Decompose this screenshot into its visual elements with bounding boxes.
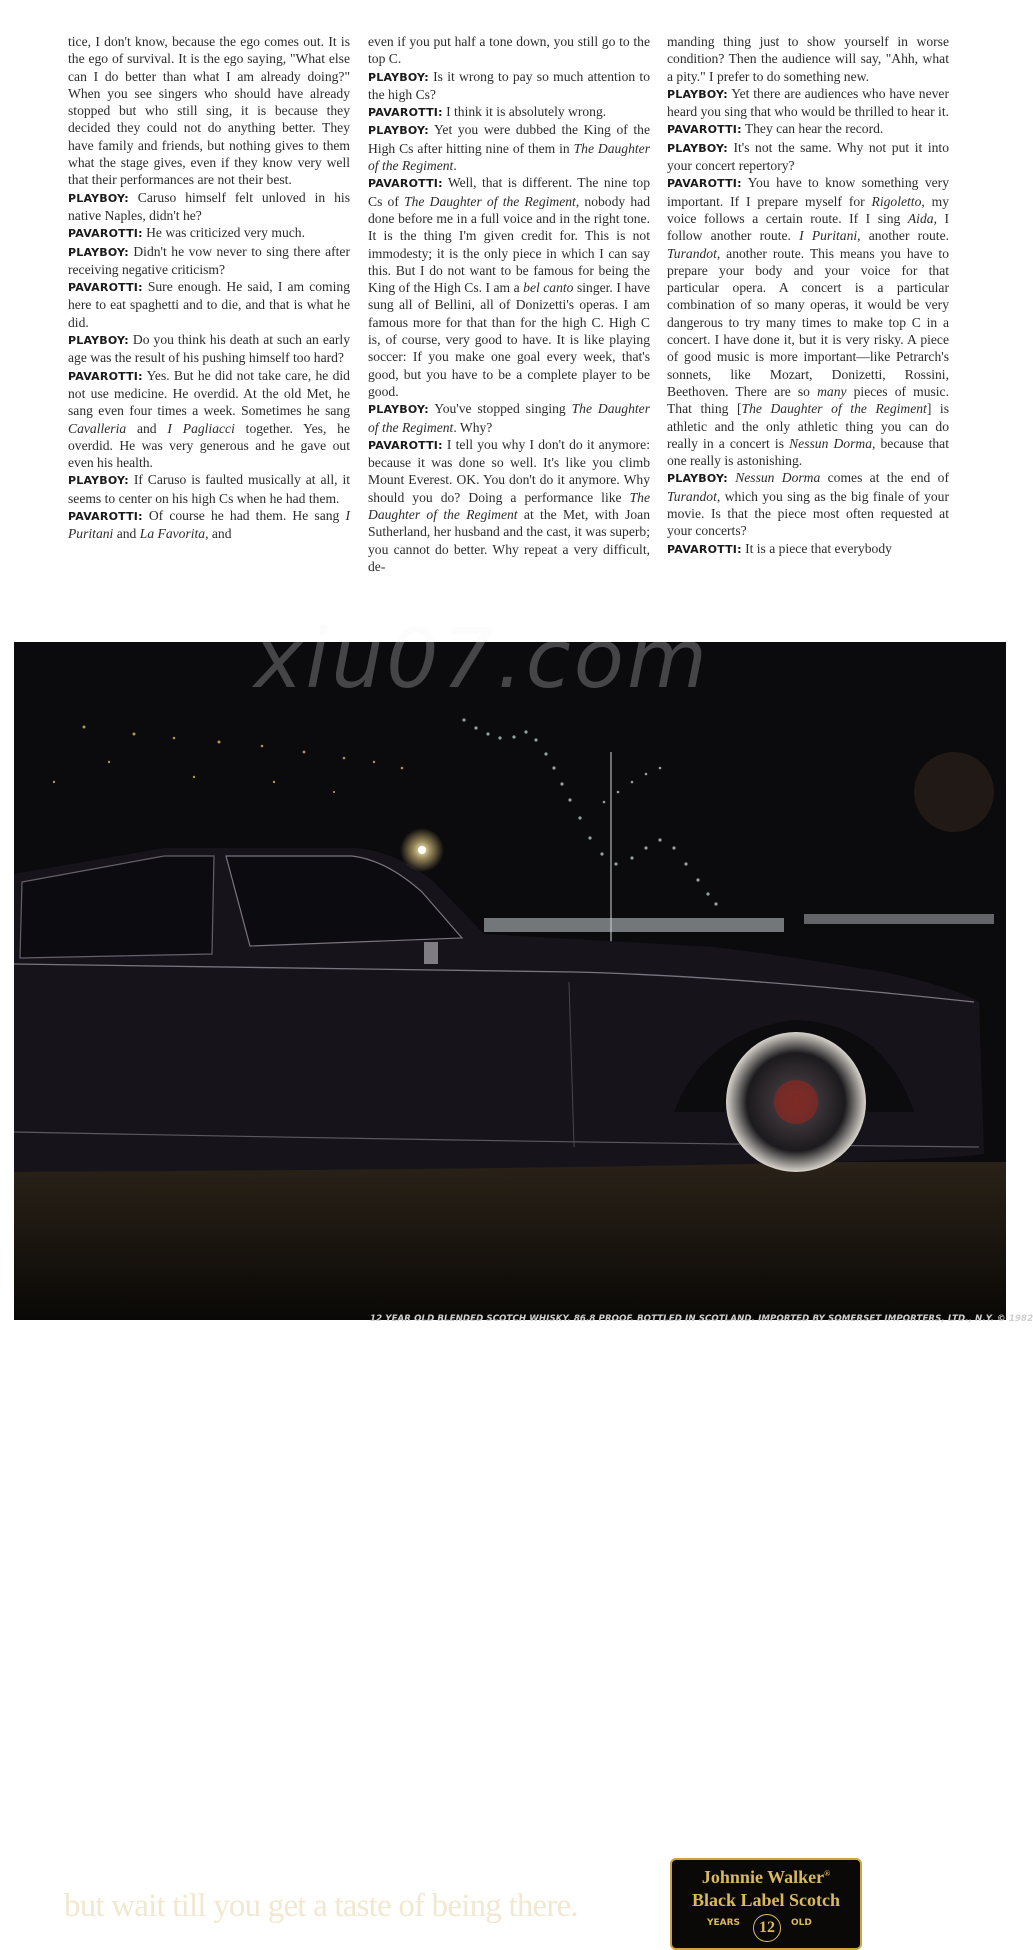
paragraph-text: even if you put half a tone down, you still go to the top C. bbox=[368, 34, 650, 67]
distant-building bbox=[484, 918, 784, 932]
italic-title: The Daughter of the Regiment bbox=[404, 193, 576, 209]
logo-years-label: YEARS bbox=[707, 1918, 741, 1928]
italic-title: The Daughter of the Regiment bbox=[368, 140, 650, 174]
johnnie-walker-advertisement bbox=[14, 642, 1033, 1936]
article-paragraph bbox=[667, 33, 949, 85]
italic-title: The Daughter of the Regiment bbox=[368, 401, 650, 435]
speaker-label: PAVAROTTI: bbox=[667, 123, 742, 137]
speaker-label: PLAYBOY: bbox=[68, 334, 129, 348]
article-paragraph bbox=[667, 469, 949, 539]
speaker-label: PLAYBOY: bbox=[667, 472, 728, 486]
interview-article bbox=[14, 0, 1006, 642]
italic-title: Cavalleria bbox=[68, 420, 127, 436]
article-paragraph bbox=[368, 436, 650, 575]
article-paragraph bbox=[368, 68, 650, 104]
article-paragraph bbox=[368, 400, 650, 436]
answer-text: Caruso himself felt unloved in his native Naples, didn't he? bbox=[68, 189, 350, 223]
article-column-2 bbox=[368, 33, 650, 575]
answer-text: Yes. But he did not take care, he did not use medicine. He overdid. At the old Met, he sang even four times a week. Sometimes he sang bbox=[68, 367, 350, 419]
answer-text: . bbox=[453, 158, 457, 174]
italic-title: Rigoletto bbox=[871, 193, 922, 209]
italic-title: Aida bbox=[907, 210, 934, 226]
answer-text: , another route. This means you have to prepare your body and your voice for that particular opera. A concert is a particular combination of so many operas, it would be very dangerous to try many times to make top C in a concert. I have done it, but it is very risky. A piece of good music is more important—like Petrarch's sonnets, like Mozart, Donizetti, Rossini, Beethoven. There are so bbox=[667, 245, 949, 399]
speaker-label: PAVAROTTI: bbox=[667, 177, 742, 191]
watermark: xiu07.com bbox=[254, 612, 710, 707]
street bbox=[14, 1162, 1006, 1320]
answer-text: , which you sing as the big finale of your movie. Is that the piece most often requested at your concerts? bbox=[667, 488, 949, 539]
article-paragraph bbox=[368, 33, 650, 68]
logo-old-label: OLD bbox=[791, 1918, 812, 1928]
speaker-label: PAVAROTTI: bbox=[368, 438, 443, 452]
answer-text: , and bbox=[205, 526, 232, 542]
logo-age-badge: 12 bbox=[753, 1914, 781, 1942]
answer-text: ] is athletic and the only athletic thing you can do really in a concert is bbox=[667, 401, 949, 451]
article-paragraph bbox=[667, 174, 949, 469]
speaker-label: PLAYBOY: bbox=[68, 191, 129, 205]
article-paragraph bbox=[68, 471, 350, 507]
italic-title: Turandot bbox=[667, 245, 717, 261]
article-column-3 bbox=[667, 33, 949, 558]
answer-text: You've stopped singing bbox=[434, 401, 572, 417]
answer-text: , my voice follows a certain route. If I sing bbox=[667, 193, 949, 226]
italic-title: The Daughter of the Regiment bbox=[741, 401, 927, 417]
article-paragraph bbox=[368, 103, 650, 121]
article-paragraph bbox=[667, 139, 949, 175]
answer-text: Well, that is different. The nine top Cs of bbox=[368, 175, 650, 209]
answer-text: together. Yes, he overdid. He was very generous and he gave out even his health. bbox=[68, 420, 350, 471]
speaker-label: PLAYBOY: bbox=[368, 124, 429, 138]
article-paragraph bbox=[68, 33, 350, 189]
answer-text: Do you think his death at such an early age was the result of his pushing himself too hard? bbox=[68, 332, 350, 366]
johnnie-walker-logo bbox=[670, 1858, 862, 1950]
answer-text: Of course he had them. He sang bbox=[148, 508, 346, 524]
brand-name: Johnnie Walker bbox=[701, 1867, 825, 1887]
answer-text: They can hear the record. bbox=[744, 121, 884, 137]
answer-text: Sure enough. He said, I am coming here to eat spaghetti and to die, and that is what he did. bbox=[68, 279, 350, 330]
answer-text: Didn't he vow never to sing there after receiving negative criticism? bbox=[68, 243, 350, 277]
distant-glow bbox=[914, 752, 994, 832]
paragraph-text: manding thing just to show yourself in worse condition? Then the audience will say, "Ahh, what a pity." I prefer to do something new. bbox=[667, 34, 949, 84]
speaker-label: PAVAROTTI: bbox=[368, 177, 443, 191]
speaker-label: PLAYBOY: bbox=[667, 87, 728, 101]
answer-text: , another route. bbox=[857, 228, 949, 244]
logo-product: Black Label Scotch bbox=[691, 1890, 840, 1910]
italic-title: many bbox=[817, 383, 847, 399]
speaker-label: PAVAROTTI: bbox=[68, 369, 143, 383]
night-car-photo bbox=[14, 642, 1006, 1320]
logo-brand bbox=[672, 1867, 860, 1888]
article-paragraph bbox=[68, 367, 350, 472]
speaker-label: PAVAROTTI: bbox=[68, 281, 143, 295]
article-paragraph bbox=[68, 331, 350, 367]
italic-title: I Puritani bbox=[799, 228, 858, 244]
article-column-1 bbox=[68, 33, 350, 543]
article-paragraph bbox=[68, 189, 350, 225]
answer-text: singer. I have sung all of Bellini, all of Donizetti's operas. I am famous more for that than for the high C. High C is, of course, very good to have. It is like playing soccer: If you make one goal every week, that's good, but you have to be a complete player to be good. bbox=[368, 280, 650, 399]
answer-text: I tell you why I don't do it anymore: because it was done so well. It's like you climb Mount Everest. OK. You don't do it anymore. Why should you do? Doing a performance like bbox=[368, 436, 650, 505]
italic-title: Turandot bbox=[667, 488, 717, 504]
speaker-label: PLAYBOY: bbox=[368, 70, 429, 84]
magazine-page bbox=[14, 0, 1033, 1936]
speaker-label: PAVAROTTI: bbox=[68, 227, 143, 241]
answer-text: It's not the same. Why not put it into your concert repertory? bbox=[667, 139, 949, 174]
answer-text: Is it wrong to pay so much attention to the high Cs? bbox=[368, 68, 651, 102]
italic-title: Nessun Dorma bbox=[735, 470, 821, 486]
article-paragraph bbox=[68, 243, 350, 279]
registered-mark: ® bbox=[824, 1869, 831, 1878]
italic-title: The Daughter of the Regiment bbox=[368, 489, 650, 523]
answer-text: It is a piece that everybody bbox=[745, 540, 892, 556]
product-credits: 12 YEAR OLD BLENDED SCOTCH WHISKY. 86.8 PROOF. BOTTLED IN SCOTLAND. IMPORTED BY SOMERSET IMPORTERS, LTD., N.Y. © 1982 bbox=[370, 1314, 1033, 1324]
speaker-label: PLAYBOY: bbox=[368, 403, 429, 417]
answer-text: You have to know something very important. If I prepare myself for bbox=[667, 175, 949, 209]
answer-text: and bbox=[113, 526, 140, 542]
answer-text: and bbox=[126, 420, 168, 436]
answer-text: , because that one really is astonishing. bbox=[667, 435, 949, 469]
italic-title: I Pagliacci bbox=[167, 420, 235, 436]
italic-title: La Favorita bbox=[139, 526, 206, 542]
article-paragraph bbox=[68, 224, 350, 242]
speaker-label: PLAYBOY: bbox=[68, 245, 129, 259]
article-paragraph bbox=[667, 120, 949, 138]
speaker-label: PAVAROTTI: bbox=[68, 510, 143, 524]
italic-title: I Puritani bbox=[68, 508, 350, 542]
answer-text: Yet you were dubbed the King of the High Cs after hitting nine of them in bbox=[368, 122, 650, 156]
ad-tagline: but wait till you get a taste of being there. bbox=[64, 1888, 578, 1924]
paragraph-text: tice, I don't know, because the ego comes out. It is the ego of survival. It is the ego saying, "What else can I do better than what I am already doing?" When you see singers who should have already stopped but who still sing, it is because they decided they could not do anything better. They have family and friends, but nothing gives to them what the stage gives, even if they know very well that their performances are not their best. bbox=[68, 34, 350, 188]
street-light-core bbox=[418, 846, 426, 854]
article-paragraph bbox=[68, 278, 350, 331]
answer-text: at the Met, with Joan Sutherland, her husband and the cast, it was superb; you cannot do better. Why repeat a very difficult, de- bbox=[368, 507, 650, 574]
speaker-label: PLAYBOY: bbox=[667, 141, 728, 155]
speaker-label: PAVAROTTI: bbox=[368, 106, 443, 120]
article-paragraph bbox=[667, 540, 949, 558]
article-paragraph bbox=[667, 85, 949, 121]
italic-title: bel canto bbox=[523, 280, 574, 296]
answer-text: If Caruso is faulted musically at all, it seems to center on his high Cs when he had them. bbox=[68, 472, 350, 506]
answer-text: Yet there are audiences who have never heard you sing that who would be thrilled to hear it. bbox=[667, 85, 950, 120]
answer-text: , nobody had done before me in a full voice and in the right tone. It is the thing I'm given credit for. This is not immodesty; it is the only piece in which I can say this. But I do not want to be famous for being the King of the High Cs. I am a bbox=[368, 193, 651, 296]
side-mirror bbox=[424, 942, 438, 964]
speaker-label: PLAYBOY: bbox=[68, 474, 129, 488]
answer-text: . Why? bbox=[453, 419, 493, 435]
italic-title: Nessun Dorma bbox=[789, 435, 872, 451]
article-paragraph bbox=[368, 121, 650, 174]
answer-text: comes at the end of bbox=[820, 470, 949, 486]
car-hubcap bbox=[774, 1080, 818, 1124]
answer-text: He was criticized very much. bbox=[146, 225, 305, 241]
article-paragraph bbox=[368, 174, 650, 400]
answer-text: , I follow another route. bbox=[667, 210, 949, 244]
answer-text: I think it is absolutely wrong. bbox=[446, 104, 607, 120]
speaker-label: PAVAROTTI: bbox=[667, 542, 742, 556]
article-paragraph bbox=[68, 507, 350, 543]
answer-text: pieces of music. That thing [ bbox=[667, 383, 949, 417]
distant-building-2 bbox=[804, 914, 994, 924]
